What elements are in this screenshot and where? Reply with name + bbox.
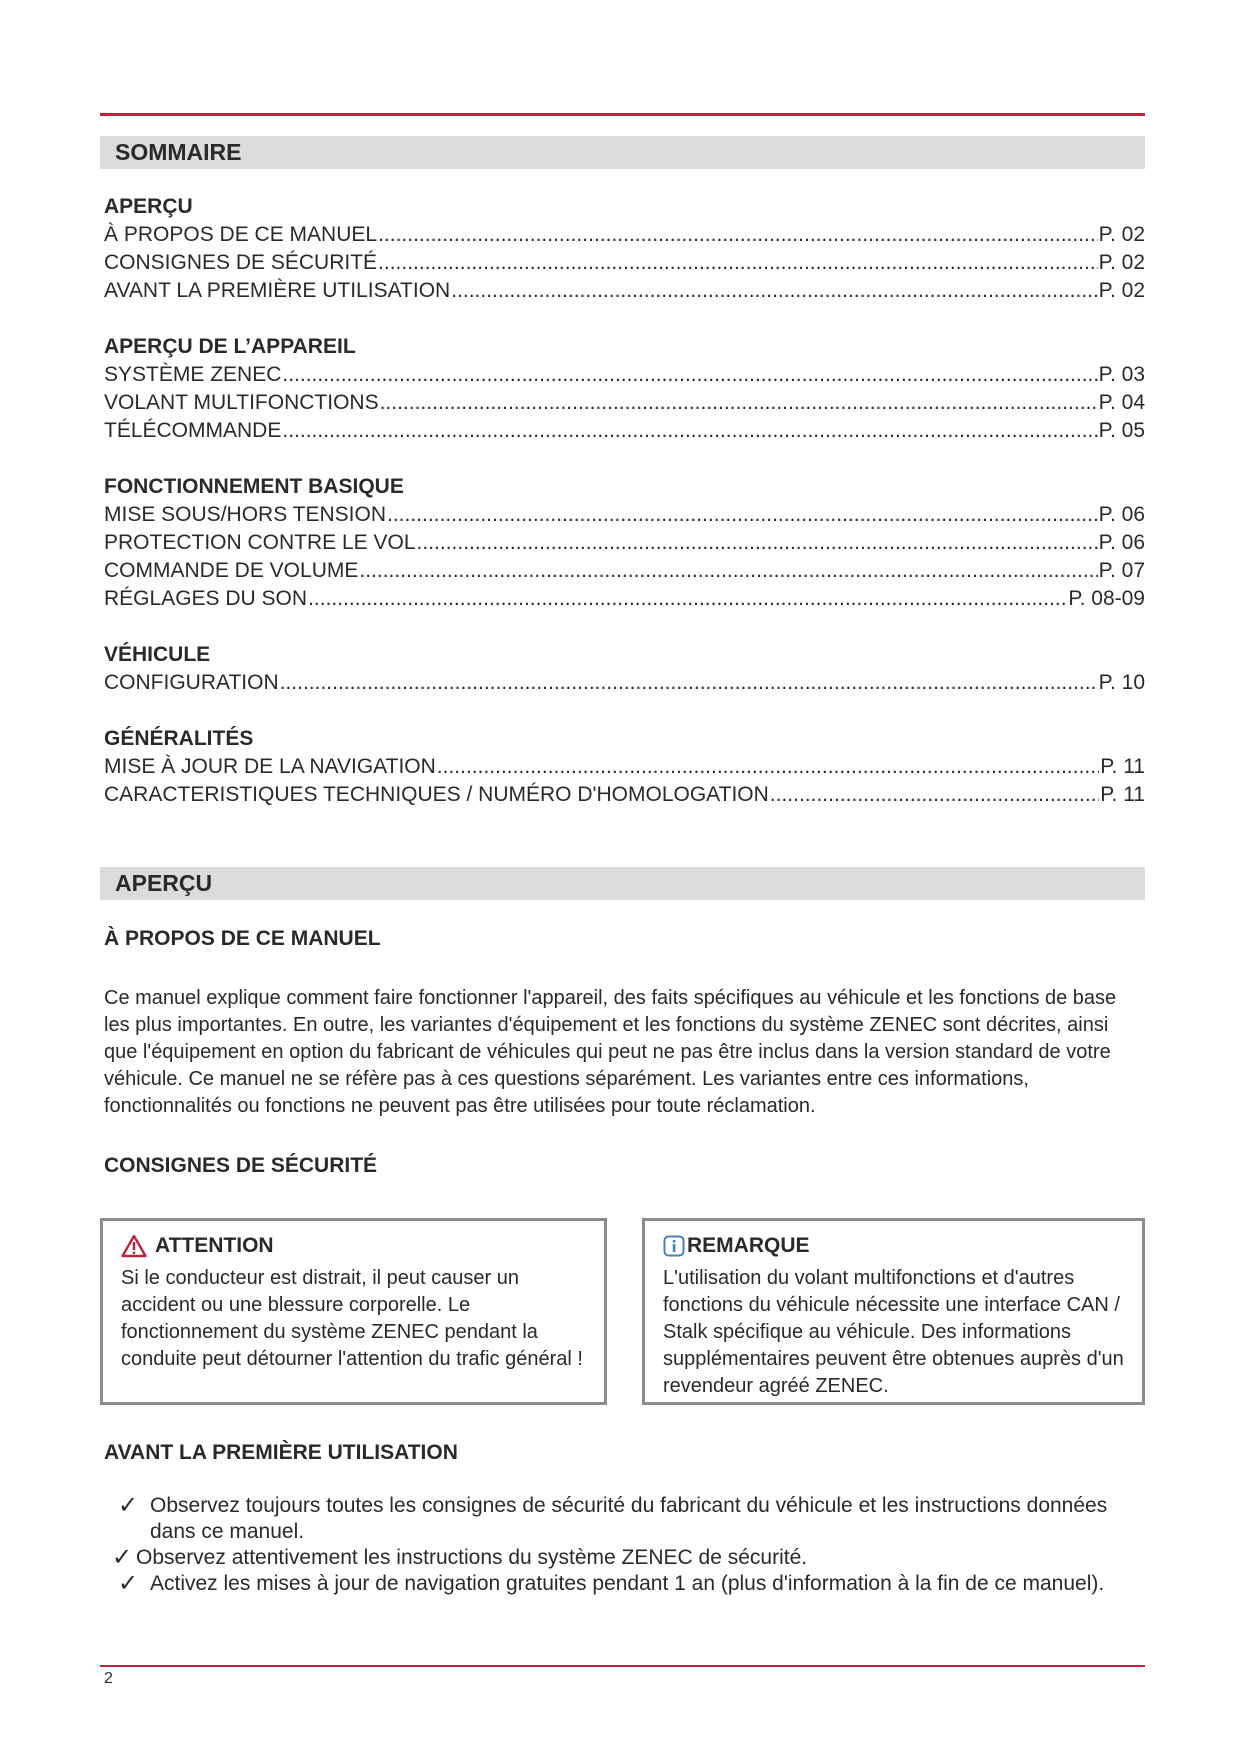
note-box xyxy=(642,1218,1145,1405)
about-heading: À PROPOS DE CE MANUEL xyxy=(104,927,381,950)
toc-title: SOMMAIRE xyxy=(100,136,1145,169)
toc-section xyxy=(104,725,1145,809)
toc-entry-label: MISE À JOUR DE LA NAVIGATION xyxy=(104,755,436,778)
toc-entry-page: P. 06 xyxy=(1098,503,1145,526)
toc-entry-label: SYSTÈME ZENEC xyxy=(104,363,282,386)
checkmark-icon: ✓ xyxy=(118,1570,139,1597)
toc-entry-page: P. 06 xyxy=(1098,531,1145,554)
toc-dot-leader xyxy=(308,585,1067,613)
toc-section xyxy=(104,333,1145,445)
toc-entry-label: PROTECTION CONTRE LE VOL xyxy=(104,531,416,554)
toc-dot-leader xyxy=(437,753,1099,781)
toc-entry-label: TÉLÉCOMMANDE xyxy=(104,419,282,442)
toc-section-heading: VÉHICULE xyxy=(104,643,211,666)
toc-dot-leader xyxy=(280,669,1098,697)
toc-entry-page: P. 11 xyxy=(1100,755,1145,778)
checklist-text: Observez toujours toutes les consignes de sécurité du fabricant du véhicule et les instructions données dans ce manuel. xyxy=(150,1494,1108,1543)
attention-title: ATTENTION xyxy=(155,1234,274,1257)
toc-entry[interactable] xyxy=(104,249,1145,277)
toc-entry[interactable] xyxy=(104,669,1145,697)
toc-entry-page: P. 10 xyxy=(1098,671,1145,694)
toc-entry-label: AVANT LA PREMIÈRE UTILISATION xyxy=(104,279,451,302)
note-body: L'utilisation du volant multifonctions et d'autres fonctions du véhicule nécessite une interface CAN / Stalk spécifique au véhicule. Des informations supplémentaires peuvent être obtenues auprès d'un revendeur agréé ZENEC. xyxy=(663,1267,1124,1397)
toc-entry-page: P. 02 xyxy=(1098,279,1145,302)
toc-entry[interactable] xyxy=(104,361,1145,389)
toc-entry-page: P. 05 xyxy=(1098,419,1145,442)
toc-section-heading: FONCTIONNEMENT BASIQUE xyxy=(104,475,404,498)
toc-dot-leader xyxy=(282,361,1097,389)
toc-entry-label: RÉGLAGES DU SON xyxy=(104,587,308,610)
toc-entry-label: CARACTERISTIQUES TECHNIQUES / NUMÉRO D'HOMOLOGATION xyxy=(104,783,769,806)
toc-section xyxy=(104,473,1145,613)
toc-entry[interactable] xyxy=(104,389,1145,417)
note-title: REMARQUE xyxy=(687,1234,810,1257)
checklist-item xyxy=(104,1571,1144,1597)
checklist-text: Activez les mises à jour de navigation gratuites pendant 1 an (plus d'information à la fin de ce manuel). xyxy=(150,1572,1105,1595)
toc-entry-label: CONFIGURATION xyxy=(104,671,279,694)
toc-entry[interactable] xyxy=(104,221,1145,249)
checklist-item xyxy=(104,1493,1144,1545)
toc-entry-label: CONSIGNES DE SÉCURITÉ xyxy=(104,251,378,274)
toc-section xyxy=(104,641,1145,697)
info-icon xyxy=(663,1235,685,1257)
toc-section-heading: GÉNÉRALITÉS xyxy=(104,727,254,750)
checkmark-icon: ✓ xyxy=(118,1492,139,1519)
toc-entry[interactable] xyxy=(104,529,1145,557)
toc-dot-leader xyxy=(378,249,1098,277)
toc-entry[interactable] xyxy=(104,501,1145,529)
attention-title-row xyxy=(121,1231,586,1261)
bottom-rule xyxy=(100,1665,1145,1667)
toc-entry-label: MISE SOUS/HORS TENSION xyxy=(104,503,386,526)
note-title-row xyxy=(663,1231,1124,1261)
overview-title: APERÇU xyxy=(100,867,1145,900)
top-rule xyxy=(100,113,1145,116)
safety-heading: CONSIGNES DE SÉCURITÉ xyxy=(104,1154,378,1177)
first-use-checklist xyxy=(104,1493,1144,1597)
toc-entry[interactable] xyxy=(104,585,1145,613)
toc-dot-leader xyxy=(387,501,1098,529)
toc-entry-page: P. 07 xyxy=(1098,559,1145,582)
toc-section-heading: APERÇU DE L’APPAREIL xyxy=(104,335,356,358)
toc-entry[interactable] xyxy=(104,781,1145,809)
toc-entry-label: COMMANDE DE VOLUME xyxy=(104,559,359,582)
checklist-item xyxy=(104,1545,1144,1571)
toc-entry-page: P. 02 xyxy=(1098,223,1145,246)
toc-section-heading: APERÇU xyxy=(104,195,193,218)
warning-triangle-icon xyxy=(121,1234,147,1258)
checklist-text: Observez attentivement les instructions du système ZENEC de sécurité. xyxy=(136,1546,808,1569)
toc-dot-leader xyxy=(282,417,1097,445)
attention-body: Si le conducteur est distrait, il peut causer un accident ou une blessure corporelle. Le fonctionnement du système ZENEC pendant la conduite peut détourner l'attention du trafic général ! xyxy=(121,1267,583,1370)
toc-dot-leader xyxy=(417,529,1098,557)
page-number: 2 xyxy=(104,1670,113,1687)
toc-entry[interactable] xyxy=(104,557,1145,585)
checkmark-icon: ✓ xyxy=(112,1544,133,1571)
toc-entry[interactable] xyxy=(104,753,1145,781)
toc-section xyxy=(104,193,1145,305)
toc-entry-label: VOLANT MULTIFONCTIONS xyxy=(104,391,379,414)
toc-dot-leader xyxy=(770,781,1099,809)
toc-entry-page: P. 02 xyxy=(1098,251,1145,274)
first-use-heading: AVANT LA PREMIÈRE UTILISATION xyxy=(104,1441,458,1464)
toc-entry-page: P. 04 xyxy=(1098,391,1145,414)
toc-dot-leader xyxy=(378,221,1098,249)
toc-dot-leader xyxy=(451,277,1097,305)
toc-entry[interactable] xyxy=(104,417,1145,445)
toc-entry-page: P. 03 xyxy=(1098,363,1145,386)
toc-entry-page: P. 11 xyxy=(1100,783,1145,806)
toc-entry-page: P. 08-09 xyxy=(1068,587,1145,610)
table-of-contents xyxy=(104,193,1145,837)
toc-dot-leader xyxy=(380,389,1098,417)
toc-entry-label: À PROPOS DE CE MANUEL xyxy=(104,223,378,246)
toc-dot-leader xyxy=(359,557,1097,585)
attention-box xyxy=(100,1218,607,1405)
toc-entry[interactable] xyxy=(104,277,1145,305)
about-paragraph: Ce manuel explique comment faire fonctionner l'appareil, des faits spécifiques au véhicule et les fonctions de base les plus importantes. En outre, les variantes d'équipement et les fonctions du système ZENEC sont décrites, ainsi que l'équipement en option du fabricant de véhicules qui peut ne pas être inclus dans la version standard de votre véhicule. Ce manuel ne se réfère pas à ces questions séparément. Les variantes entre ces informations, fonctionnalités ou fonctions ne peuvent pas être utilisées pour toute réclamation. xyxy=(104,987,1117,1117)
